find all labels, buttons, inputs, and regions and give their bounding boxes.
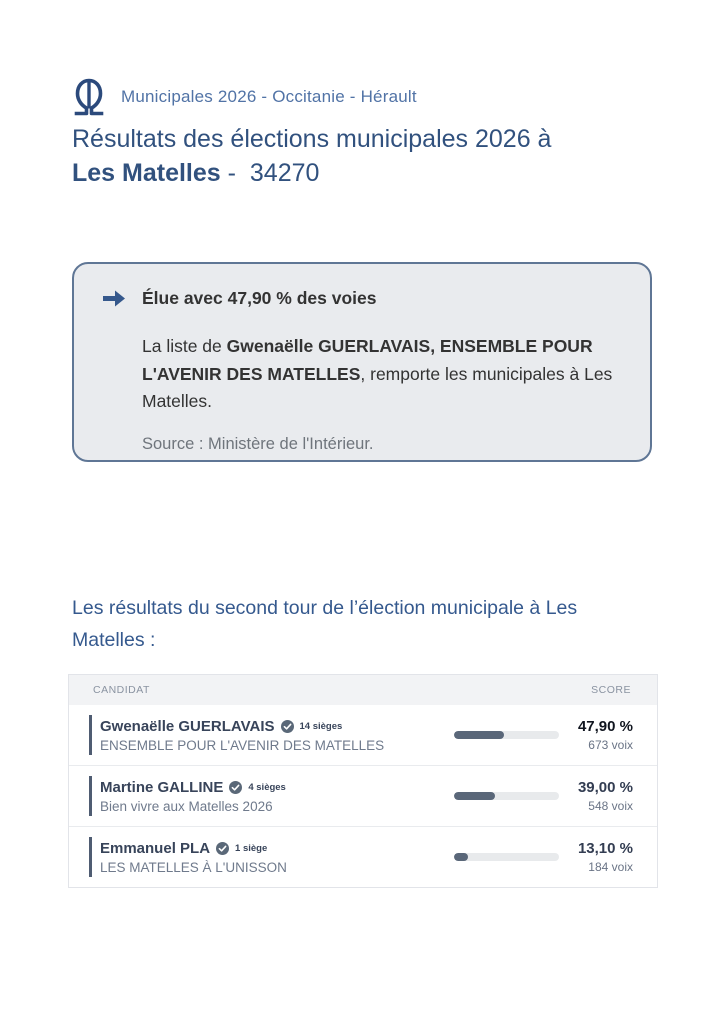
arrow-right-icon xyxy=(102,290,126,307)
results-table xyxy=(68,674,658,888)
row-accent-bar xyxy=(89,715,92,755)
callout-paragraph: La liste de Gwenaëlle GUERLAVAIS, ENSEMBLE POUR L'AVENIR DES MATELLES, remporte les municipales à Les Matelles. xyxy=(142,336,613,411)
votes-count: 673 voix xyxy=(588,738,633,752)
section-heading: Les résultats du second tour de l’élection municipale à Les Matelles : xyxy=(72,597,578,651)
check-circle-icon xyxy=(216,842,229,855)
score-value: 39,00 % xyxy=(577,779,633,796)
omega-crown-logo-icon xyxy=(72,76,106,118)
callout-heading: Élue avec 47,90 % des voies xyxy=(142,288,377,308)
brand-link[interactable] xyxy=(72,76,417,118)
score-bar-fill xyxy=(454,731,504,739)
table-row xyxy=(69,765,657,826)
seats-count: 1 siège xyxy=(235,842,268,854)
winning-list-strong: Gwenaëlle GUERLAVAIS, ENSEMBLE POUR L'AVENIR DES MATELLES xyxy=(142,336,593,384)
candidate-name: Gwenaëlle GUERLAVAIS xyxy=(100,717,275,735)
page-title-line2 xyxy=(72,156,551,190)
table-row xyxy=(69,826,657,887)
score-value: 47,90 % xyxy=(577,718,633,735)
check-circle-icon xyxy=(281,720,294,733)
postcode: 34270 xyxy=(249,159,320,187)
result-callout xyxy=(72,262,652,462)
table-row xyxy=(69,705,657,765)
source-text: Source : Ministère de l'Intérieur. xyxy=(142,434,374,453)
header-candidat: CANDIDAT xyxy=(93,684,150,696)
votes-count: 184 voix xyxy=(588,860,633,874)
score-bar-fill xyxy=(454,792,495,800)
votes-count: 548 voix xyxy=(588,799,633,813)
check-circle-icon xyxy=(229,781,242,794)
table-header-row xyxy=(69,675,657,705)
row-accent-bar xyxy=(89,837,92,877)
seats-count: 4 sièges xyxy=(248,781,286,793)
page-title xyxy=(72,122,551,190)
list-name: LES MATELLES À L'UNISSON xyxy=(100,859,287,875)
seats-count: 14 sièges xyxy=(299,720,343,732)
score-bar-fill xyxy=(454,853,468,861)
commune-name: Les Matelles xyxy=(72,159,221,187)
title-separator: - xyxy=(220,159,243,187)
score-value: 13,10 % xyxy=(577,840,633,857)
list-name: Bien vivre aux Matelles 2026 xyxy=(100,798,273,814)
brand-kicker: Municipales 2026 - Occitanie - Hérault xyxy=(121,87,417,106)
score-bar-track xyxy=(454,731,559,739)
page-title-line1: Résultats des élections municipales 2026 à xyxy=(72,125,552,153)
list-name: ENSEMBLE POUR L'AVENIR DES MATELLES xyxy=(100,737,385,753)
row-accent-bar xyxy=(89,776,92,816)
candidate-name: Emmanuel PLA xyxy=(100,839,211,857)
score-bar-track xyxy=(454,792,559,800)
header-score: SCORE xyxy=(591,684,631,696)
score-bar-track xyxy=(454,853,559,861)
candidate-name: Martine GALLINE xyxy=(100,778,224,796)
